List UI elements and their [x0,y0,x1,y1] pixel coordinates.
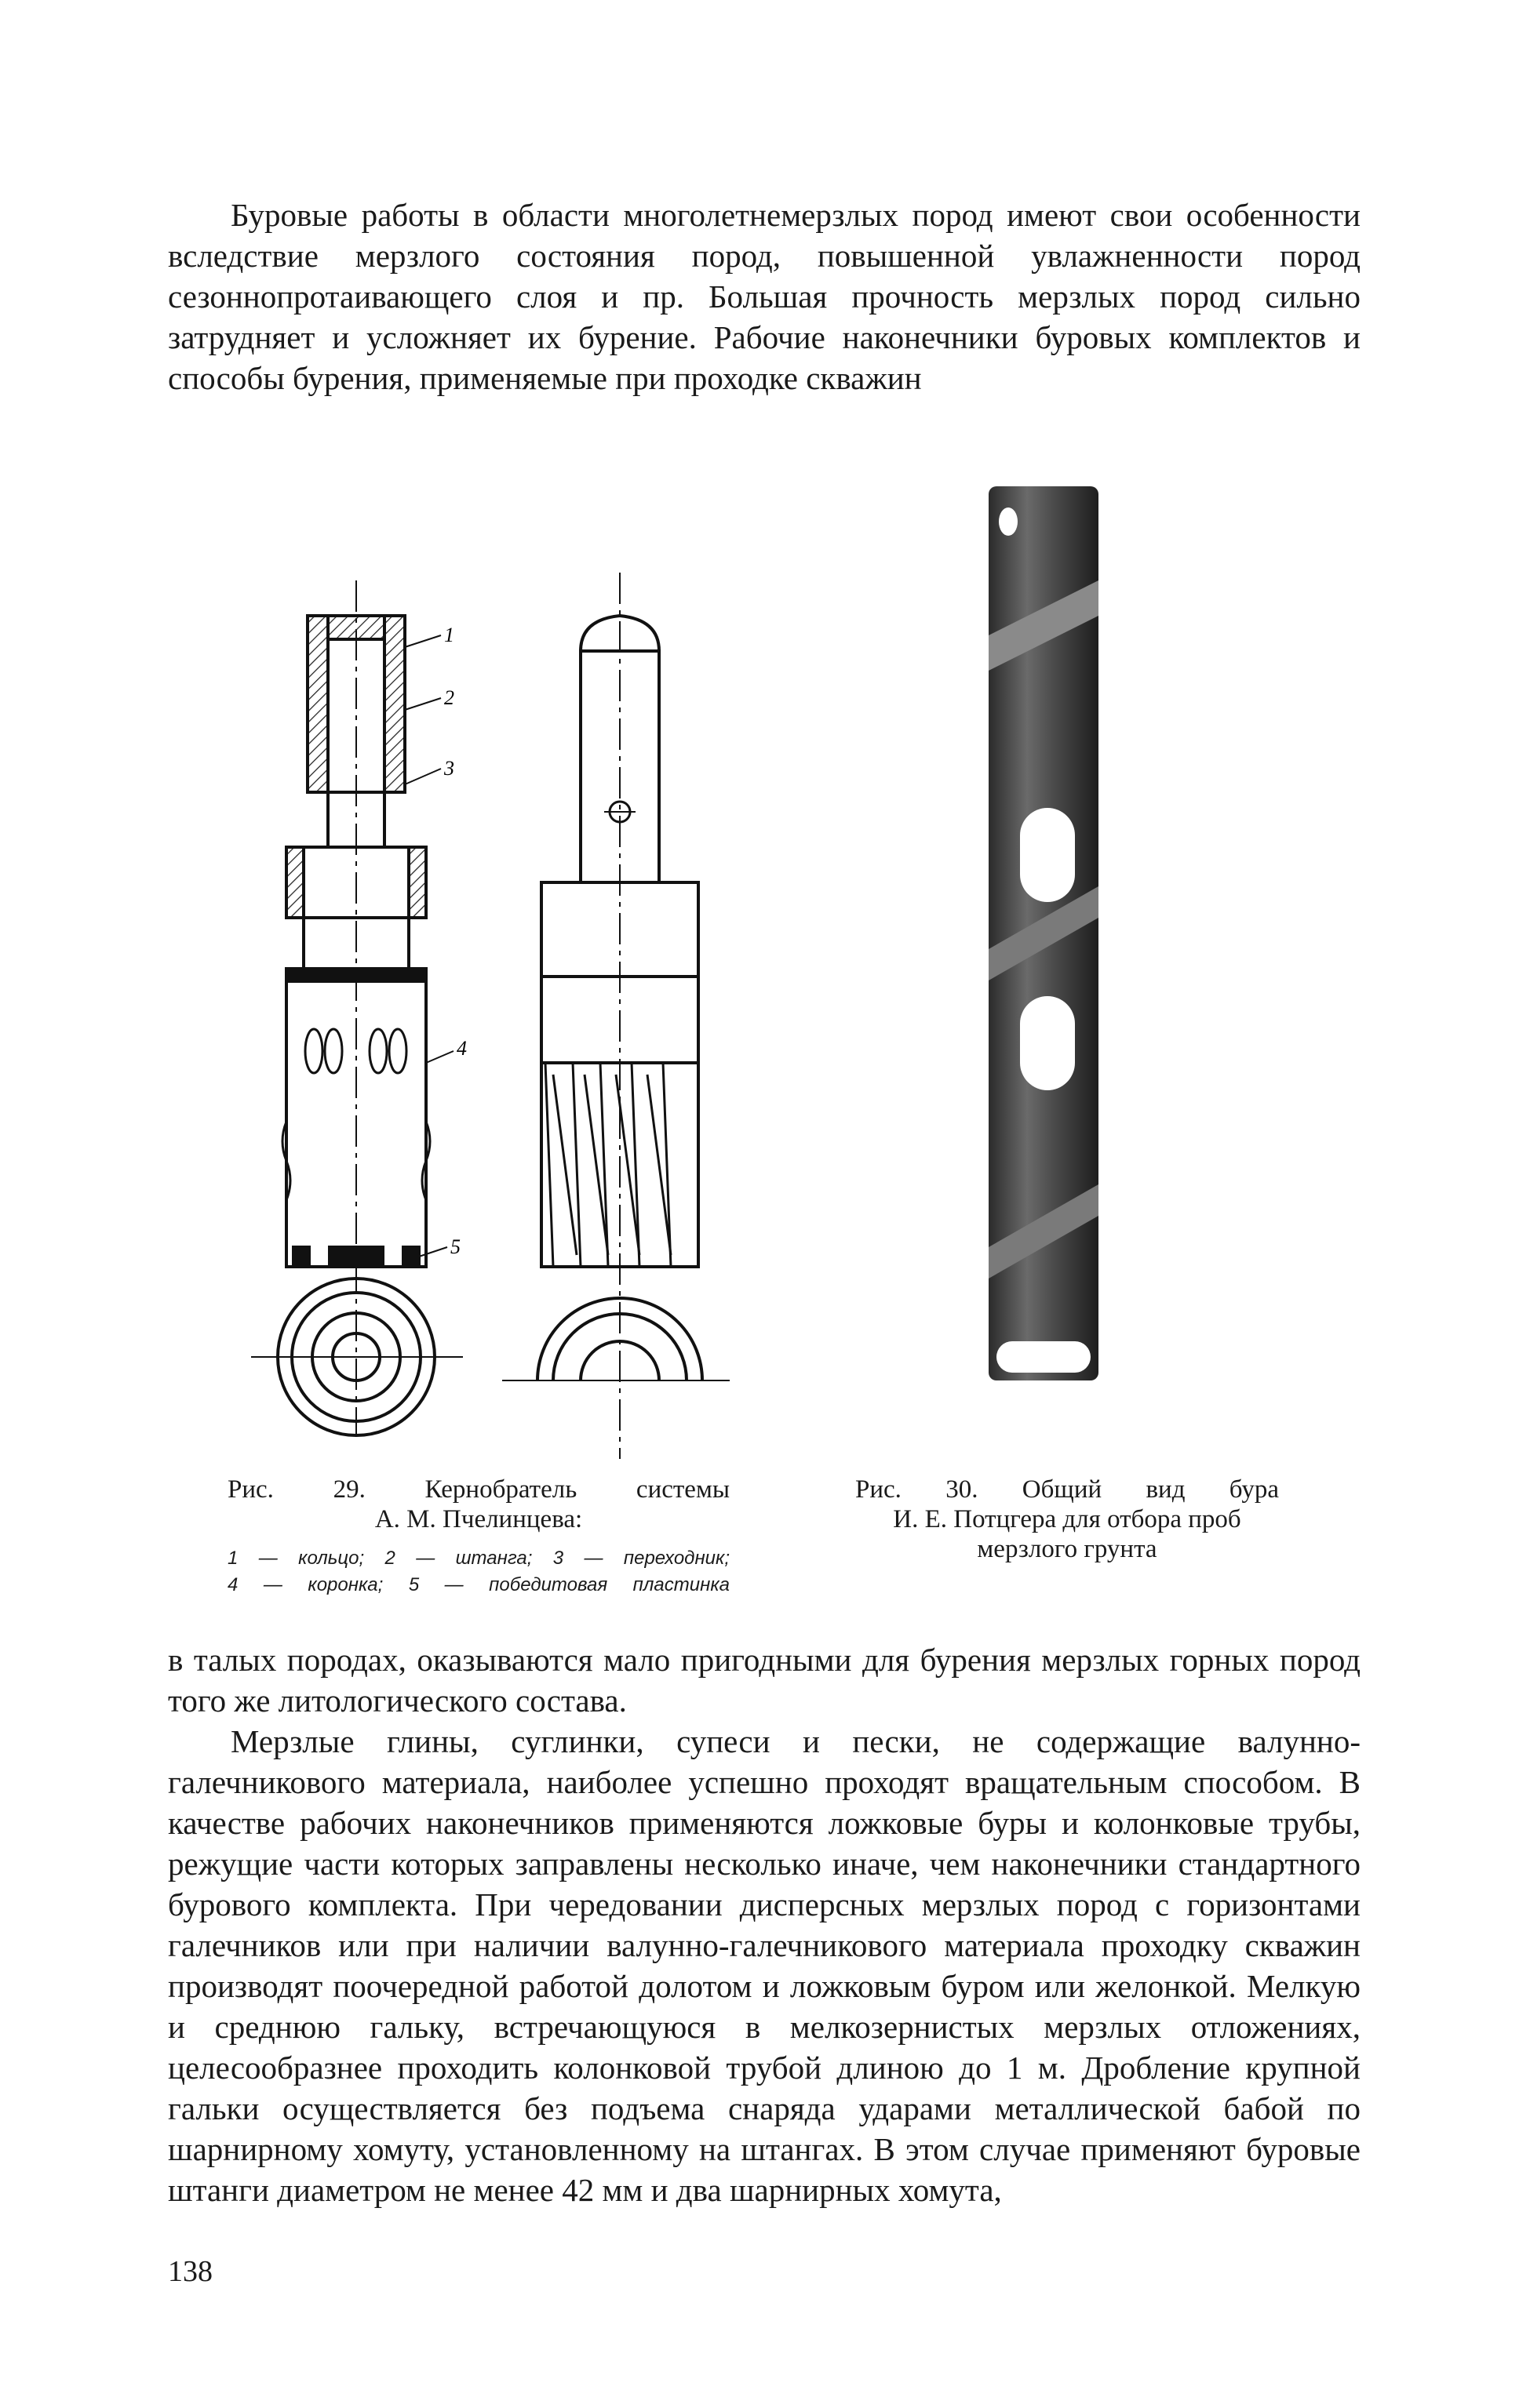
label-5: 5 [450,1235,461,1258]
figure-29-legend-line-1: 1 — кольцо; 2 — штанга; 3 — переходник; [228,1548,730,1569]
figure-30-auger-photo [965,478,1122,1388]
figure-29-title: Рис. 29. Кернобратель системы [228,1475,730,1504]
figure-29-legend-line-2: 4 — коронка; 5 — победитовая пластинка [228,1574,730,1595]
continuation-paragraph: в талых породах, оказываются мало пригодными для бурения мерзлых горных пород того же литологического состава. [168,1642,1361,1719]
label-4: 4 [457,1037,467,1060]
figure-30-title-line-3: мерзлого грунта [977,1535,1157,1563]
figure-29-caption [228,1475,730,1599]
label-1: 1 [444,624,454,646]
label-3: 3 [444,757,454,780]
label-2: 2 [444,686,454,709]
figure-29-core-sampler-drawing [235,573,738,1467]
top-paragraph: Буровые работы в области многолетнемерзлых пород имеют свои особенности вследствие мерзлого состояния пород, повышенной увлажненности пород сезоннопротаивающего слоя и пр. Большая прочность мерзлых пород сильно затрудняет и усложняет их бурение. Рабочие наконечники буровых комплектов и способы бурения, применяемые при проходке скважин [168,197,1361,396]
figure-30-caption [855,1475,1279,1564]
page-number: 138 [168,2255,213,2288]
figure-30-title-line-1: Рис. 30. Общий вид бура [855,1475,1279,1504]
figure-30-title-line-2: И. Е. Потцгера для отбора проб [893,1505,1241,1533]
main-paragraph: Мерзлые глины, суглинки, супеси и пески, не содержащие валунно-галечникового материала, наиболее успешно проходят вращательным способом. В качестве рабочих наконечников применяются ложковые буры и колонковые трубы, режущие части которых заправлены несколько иначе, чем наконечники стандартного бурового комплекта. При чередовании дисперсных мерзлых пород с горизонтами галечников или при наличии валунно-галечникового материала проходку скважин производят поочередной работой долотом и ложковым буром или желонкой. Мелкую и среднюю гальку, встречающуюся в мелкозернистых мерзлых отложениях, целесообразнее проходить колонковой трубой длиною до 1 м. Дробление крупной гальки осуществляется без подъема снаряда ударами металлической бабой по шарнирному хомуту, установленному на штангах. В этом случае применяют буровые штанги диаметром не менее 42 мм и два шарнирных хомута, [168,1723,1361,2208]
figure-29-title-author: А. М. Пчелинцева: [374,1505,583,1533]
